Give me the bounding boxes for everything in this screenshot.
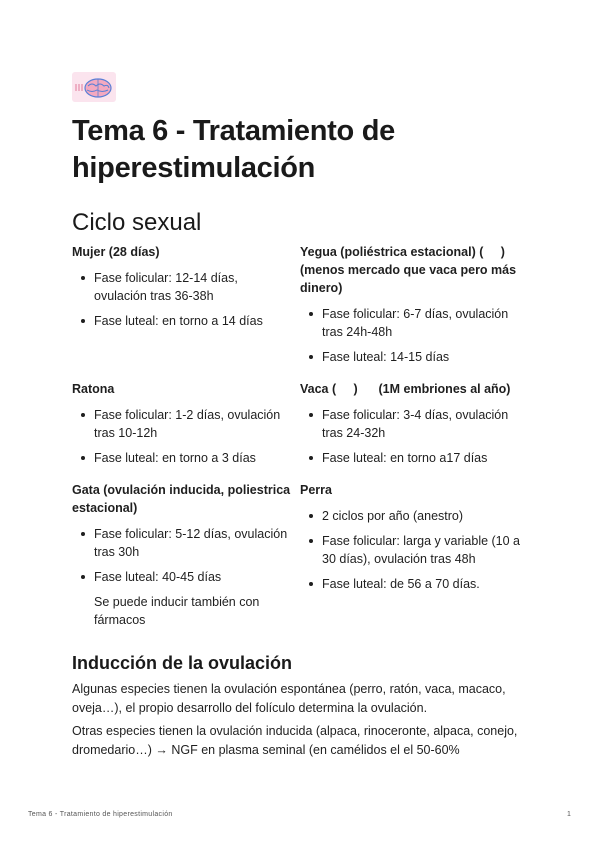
paragraph: Algunas especies tienen la ovulación espontánea (perro, ratón, vaca, macaco, oveja…), el propio desarrollo del folículo determina la ovulación. xyxy=(72,682,506,715)
list-item: Fase folicular: 6-7 días, ovulación tras 24h-48h xyxy=(322,305,522,341)
species-block-yegua xyxy=(300,243,526,373)
list-item: Fase luteal: 40-45 días xyxy=(94,568,294,586)
list-item: Fase folicular: 12-14 días, ovulación tras 36-38h xyxy=(94,269,294,305)
list-item: Fase folicular: 3-4 días, ovulación tras 24-32h xyxy=(322,406,522,442)
page-number: 1 xyxy=(567,811,571,818)
list-item: Fase luteal: en torno a17 días xyxy=(322,449,522,467)
species-note: Se puede inducir también con fármacos xyxy=(94,595,260,627)
phase-list xyxy=(300,507,522,593)
species-heading: Ratona xyxy=(72,382,115,396)
list-item: Fase luteal: en torno a 14 días xyxy=(94,312,294,330)
species-block-ratona xyxy=(72,380,294,474)
paragraph: Otras especies tienen la ovulación inducida (alpaca, rinoceronte, alpaca, conejo, dromedario…) → NGF en plasma seminal (en camélidos el el 50-60% xyxy=(72,724,518,757)
page-icon xyxy=(72,72,116,102)
phase-list xyxy=(300,305,522,366)
species-heading: Mujer (28 días) xyxy=(72,245,160,259)
list-item: Fase folicular: 1-2 días, ovulación tras 10-12h xyxy=(94,406,294,442)
phase-list xyxy=(72,406,294,467)
list-item: 2 ciclos por año (anestro) xyxy=(322,507,522,525)
page-title: Tema 6 - Tratamiento de hiperestimulación xyxy=(72,115,395,184)
phase-list xyxy=(72,269,294,330)
phase-list xyxy=(72,525,294,586)
species-block-perra xyxy=(300,481,522,600)
list-item: Fase luteal: 14-15 días xyxy=(322,348,522,366)
section-heading-ciclo-sexual: Ciclo sexual xyxy=(72,209,202,236)
brain-icon xyxy=(72,72,116,102)
species-heading: Gata (ovulación inducida, poliestrica estacional) xyxy=(72,483,291,515)
species-heading: Yegua (poliéstrica estacional) ( ) (menos mercado que vaca pero más dinero) xyxy=(300,245,526,295)
page-footer: Tema 6 - Tratamiento de hiperestimulación xyxy=(28,811,173,818)
section-heading-induccion: Inducción de la ovulación xyxy=(72,653,293,673)
list-item: Fase folicular: 5-12 días, ovulación tras 30h xyxy=(94,525,294,561)
list-item: Fase luteal: de 56 a 70 días. xyxy=(322,575,522,593)
list-item: Fase folicular: larga y variable (10 a 30 días), ovulación tras 48h xyxy=(322,534,521,566)
species-block-gata xyxy=(72,481,294,629)
species-block-vaca xyxy=(300,380,522,474)
species-heading: Vaca ( ) (1M embriones al año) xyxy=(300,382,511,396)
species-heading: Perra xyxy=(300,483,332,497)
list-item: Fase luteal: en torno a 3 días xyxy=(94,449,294,467)
species-block-mujer xyxy=(72,243,294,337)
phase-list xyxy=(300,406,522,467)
